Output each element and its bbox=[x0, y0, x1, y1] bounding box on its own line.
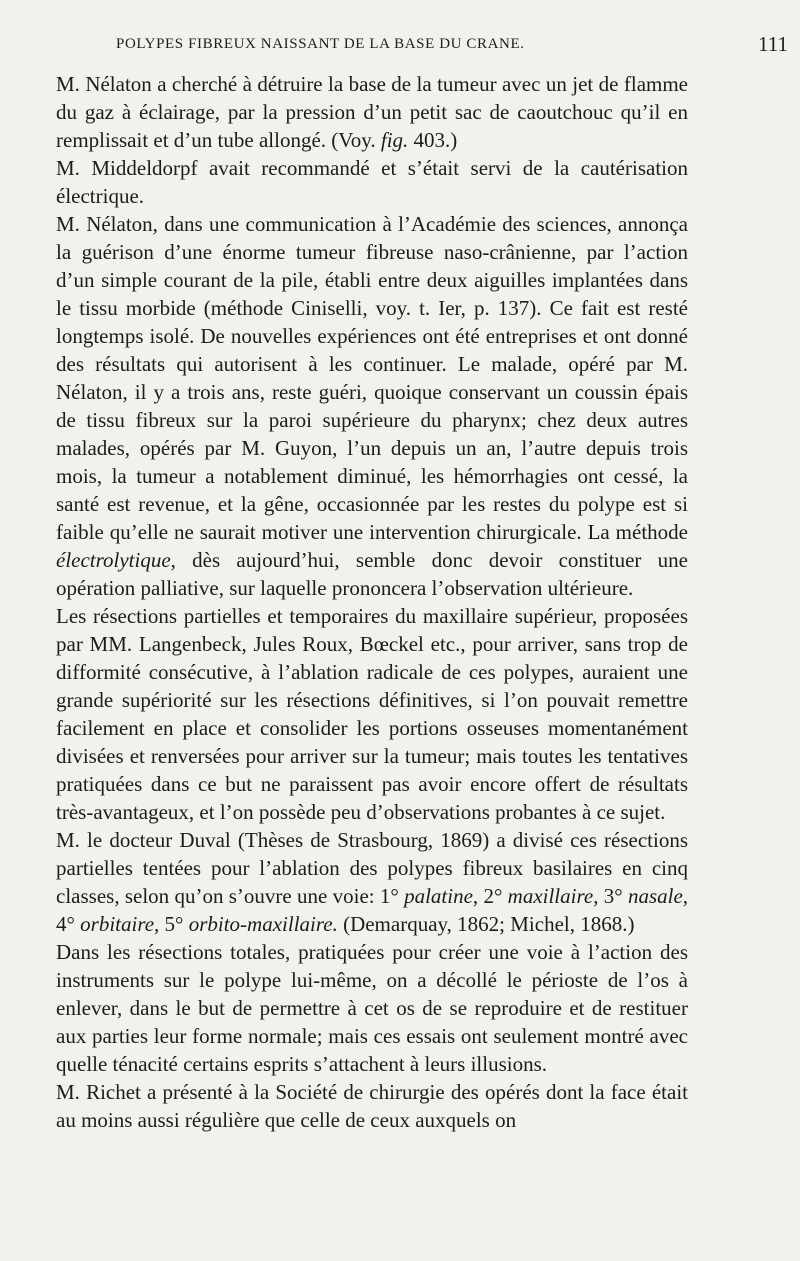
italic-text: palatine bbox=[404, 884, 473, 908]
text-segment: , 4° bbox=[56, 884, 689, 936]
italic-text: électrolytique bbox=[56, 548, 171, 572]
paragraph bbox=[56, 826, 688, 938]
text-segment: M. le docteur Duval (Thèses de Strasbourg, 1869) a divisé ces résections partielles tentées pour l’ablation des polypes fibreux basilaires en cinq classes, selon qu’on s’ouvre une voie: 1° bbox=[56, 828, 688, 908]
text-segment: , dès aujourd’hui, semble donc devoir constituer une opération palliative, sur laquelle prononcera l’observation ultérieure. bbox=[56, 548, 688, 600]
text-segment: , 3° bbox=[593, 884, 628, 908]
text-segment: M. Richet a présenté à la Société de chirurgie des opérés dont la face était au moins aussi régulière que celle de ceux auxquels on bbox=[56, 1080, 688, 1132]
text-segment: M. Nélaton a cherché à détruire la base de la tumeur avec un jet de flamme du gaz à éclairage, par la pression d’un petit sac de caoutchouc qu’il en remplissait et d’un tube allongé. (Voy. bbox=[56, 72, 688, 152]
paragraph bbox=[56, 210, 688, 602]
text-segment: , 5° bbox=[154, 912, 189, 936]
italic-text: maxillaire bbox=[507, 884, 594, 908]
italic-text: fig. bbox=[380, 128, 409, 152]
italic-text: nasale bbox=[627, 884, 683, 908]
paragraph bbox=[56, 602, 688, 826]
paragraph bbox=[56, 1078, 688, 1134]
text-segment: , 2° bbox=[472, 884, 508, 908]
text-segment: M. Middeldorpf avait recommandé et s’était servi de la cautérisation électrique. bbox=[56, 156, 688, 208]
text-segment: (Demarquay, 1862; Michel, 1868.) bbox=[337, 912, 635, 936]
italic-text: orbitaire bbox=[80, 912, 155, 936]
text-segment: M. Nélaton, dans une communication à l’Académie des sciences, annonça la guérison d’une énorme tumeur fibreuse naso-crânienne, par l’action d’un simple courant de la pile, établi entre deux aiguilles implantées dans le tissu morbide (méthode Ciniselli, voy. t. Ier, p. 137). Ce fait est resté longtemps isolé. De nouvelles expériences ont été entreprises et ont donné des résultats qui autorisent à les continuer. Le malade, opéré par M. Nélaton, il y a trois ans, reste guéri, quoique conservant un coussin épais de tissu fibreux sur la paroi supérieure du pharynx; chez deux autres malades, opérés par M. Guyon, l’un depuis un an, l’autre depuis trois mois, la tumeur a notablement diminué, les hémorrhagies ont cessé, la santé est revenue, et la gêne, occasionnée par les restes du polype est si faible qu’elle ne saurait motiver une intervention chirurgicale. La méthode bbox=[56, 212, 688, 544]
text-segment: Les résections partielles et temporaires du maxillaire supérieur, proposées par MM. Langenbeck, Jules Roux, Bœckel etc., pour arriver, sans trop de difformité consécutive, à l’ablation radicale de ces polypes, auraient une grande supériorité sur les résections définitives, si l’on pouvait remettre facilement en place et consolider les portions osseuses momentanément divisées et renversées pour arriver sur la tumeur; mais toutes les tentatives pratiquées dans ce but ne paraissent pas avoir encore offert de résultats très-avantageux, et l’on possède peu d’observations probantes à ce sujet. bbox=[56, 604, 688, 824]
running-title: POLYPES FIBREUX NAISSANT DE LA BASE DU CRANE. bbox=[116, 36, 525, 52]
paragraph bbox=[56, 938, 688, 1078]
italic-text: orbito-maxillaire. bbox=[188, 912, 338, 936]
text-segment: Dans les résections totales, pratiquées pour créer une voie à l’action des instruments sur le polype lui-même, on a décollé le périoste de l’os à enlever, dans le but de permettre à cet os de se reproduire et de restituer aux parties leur forme normale; mais ces essais ont seulement montré avec quelle ténacité certains esprits s’attachent à leurs illusions. bbox=[56, 940, 688, 1076]
body-text bbox=[56, 70, 688, 1134]
text-segment: 403.) bbox=[408, 128, 458, 152]
page-header bbox=[56, 30, 788, 70]
paragraph bbox=[56, 154, 688, 210]
page-number: 111 bbox=[758, 32, 788, 56]
paragraph bbox=[56, 70, 688, 154]
